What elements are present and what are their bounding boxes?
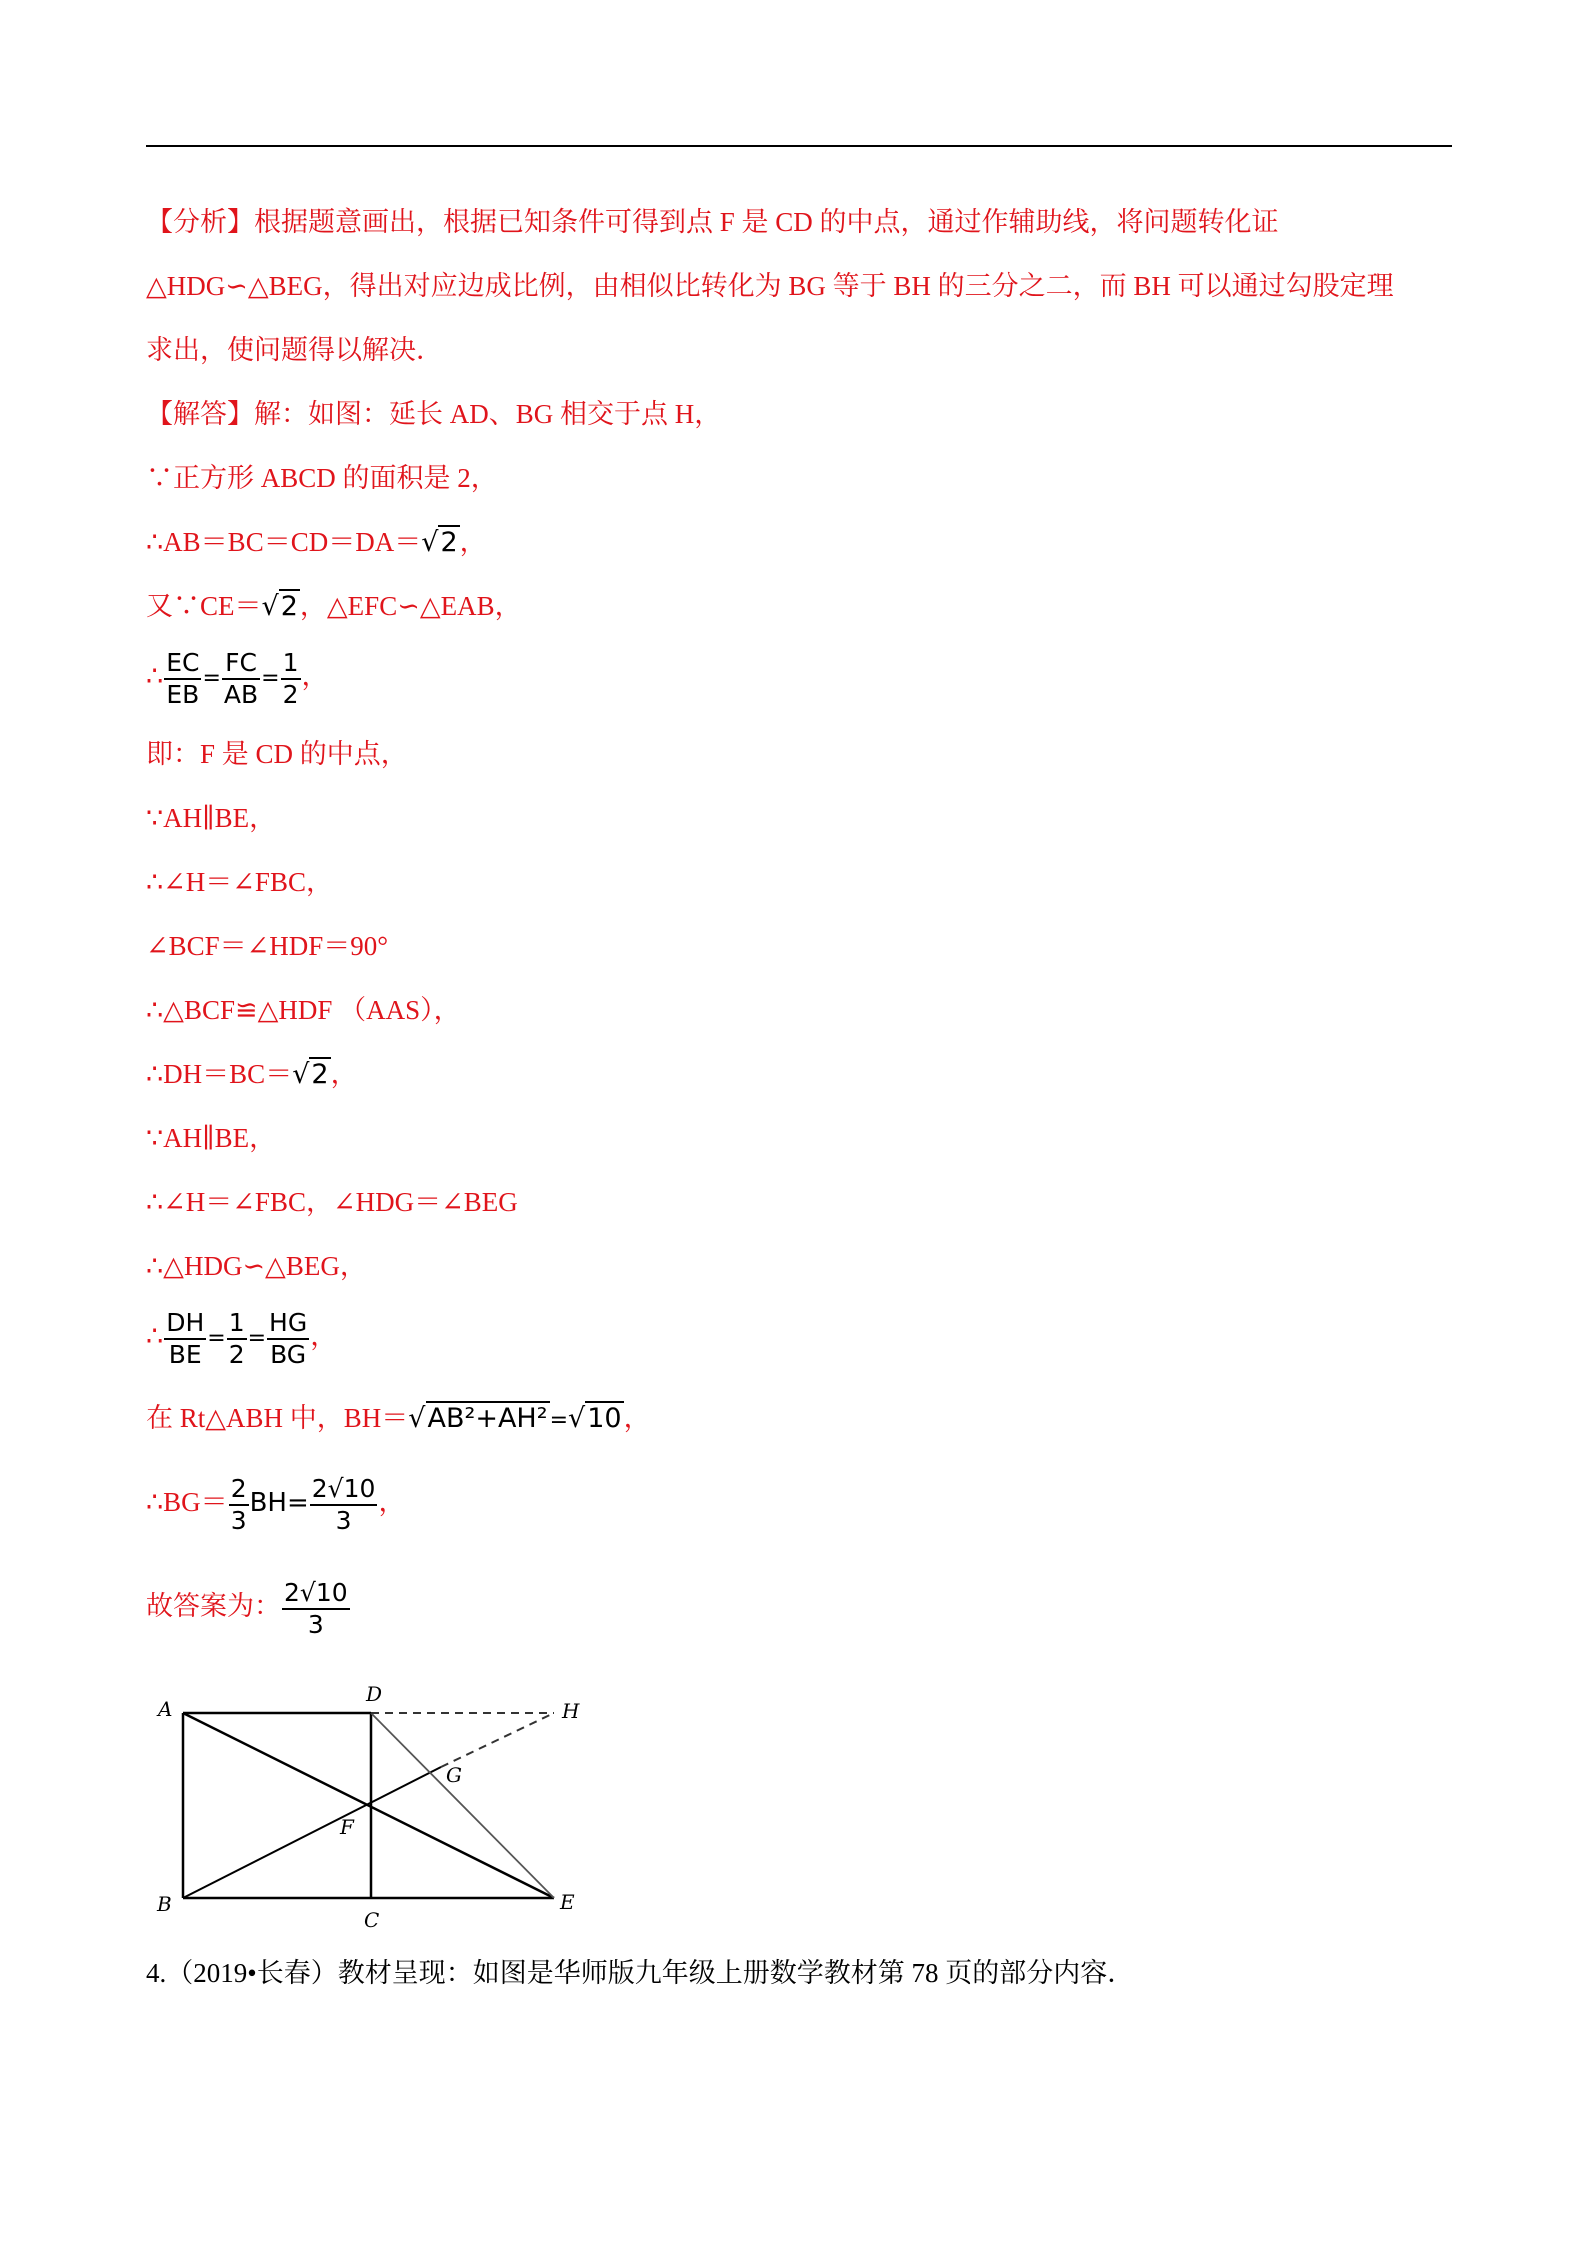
answer-fraction xyxy=(282,1578,350,1640)
denominator: BG xyxy=(270,1340,307,1369)
step-10-suffix: ， xyxy=(330,1059,358,1089)
label-a: A xyxy=(158,1697,173,1721)
analysis-line-2: △HDG∽△BEG，得出对应边成比例，由相似比转化为 BG 等于 BH 的三分之二，而 BH 可以通过勾股定理 xyxy=(146,271,1394,301)
step-15-suffix: ， xyxy=(623,1403,651,1433)
solution-step-4 xyxy=(146,648,329,710)
label-h: H xyxy=(562,1699,580,1723)
analysis-text-1: 根据题意画出，根据已知条件可得到点 F 是 CD 的中点，通过作辅助线，将问题转化证 xyxy=(254,207,1279,237)
fraction-1-2 xyxy=(281,648,301,710)
radicand: 2 xyxy=(440,527,458,558)
step-2-suffix: ， xyxy=(459,527,487,557)
numerator: EC xyxy=(164,648,201,680)
radicand: AB²+AH² xyxy=(427,1403,548,1434)
denominator: AB xyxy=(223,680,259,709)
fraction-2sqrt10-3 xyxy=(310,1474,378,1536)
therefore-symbol: ∴ xyxy=(146,1321,164,1352)
equals-sign: = xyxy=(261,666,280,692)
solution-step-2 xyxy=(146,524,487,561)
radicand: 2 xyxy=(280,591,298,622)
analysis-line-1 xyxy=(146,204,1279,240)
therefore-symbol: ∴ xyxy=(146,661,164,692)
solution-step-5: 即：F 是 CD 的中点， xyxy=(146,739,408,769)
numerator: FC xyxy=(222,648,260,680)
step-16-text: ∴BG＝ xyxy=(146,1487,228,1518)
sqrt-10: √10 xyxy=(568,1403,622,1434)
radicand: 2 xyxy=(311,1059,329,1090)
solution-intro xyxy=(146,396,721,432)
solution-step-3 xyxy=(146,588,522,625)
solution-step-10 xyxy=(146,1056,358,1093)
step-16-suffix: ， xyxy=(378,1487,406,1518)
segment-bg xyxy=(183,1767,441,1898)
solution-step-15 xyxy=(146,1400,651,1439)
equals-sign: = xyxy=(207,1326,226,1352)
label-c: C xyxy=(364,1908,380,1930)
numerator: 2√10 xyxy=(282,1578,350,1610)
label-d: D xyxy=(366,1682,383,1706)
bh-equals: BH= xyxy=(249,1488,309,1519)
numerator: 1 xyxy=(281,648,301,680)
solution-step-12: ∴∠H＝∠FBC，∠HDG＝∠BEG xyxy=(146,1187,518,1217)
header-rule xyxy=(146,145,1452,147)
denominator: BE xyxy=(168,1340,202,1369)
fraction-2-3 xyxy=(229,1474,249,1536)
solution-step-8: ∠BCF＝∠HDF＝90° xyxy=(146,931,389,961)
sqrt-2: √2 xyxy=(261,591,298,622)
fraction-dh-be xyxy=(164,1308,206,1370)
equals-sign: = xyxy=(247,1326,267,1352)
step-4-suffix: ， xyxy=(301,661,329,692)
solution-step-16 xyxy=(146,1474,405,1536)
solution-step-14 xyxy=(146,1308,337,1370)
solution-tag: 【解答】 xyxy=(146,399,254,429)
denominator: 2 xyxy=(228,1340,245,1369)
solution-step-1: ∵正方形 ABCD 的面积是 2， xyxy=(146,463,498,493)
solution-step-7: ∴∠H＝∠FBC， xyxy=(146,867,333,897)
label-b: B xyxy=(157,1892,172,1916)
denominator: EB xyxy=(166,680,200,709)
analysis-line-3: 求出，使问题得以解决． xyxy=(146,335,443,365)
numerator: 2 xyxy=(229,1474,249,1506)
numerator: HG xyxy=(267,1308,309,1340)
equals-sign: = xyxy=(549,1408,568,1433)
analysis-tag: 【分析】 xyxy=(146,207,254,237)
fraction-1-2 xyxy=(227,1308,247,1370)
equals-sign: = xyxy=(202,666,221,692)
solution-step-11: ∵AH∥BE， xyxy=(146,1123,277,1153)
segment-gh-dashed xyxy=(441,1713,554,1767)
label-e: E xyxy=(560,1890,575,1914)
fraction-ec-eb xyxy=(164,648,201,710)
step-3-suffix: ，△EFC∽△EAB， xyxy=(299,591,522,621)
radicand: 10 xyxy=(587,1403,622,1434)
denominator: 3 xyxy=(307,1610,324,1639)
geometry-figure xyxy=(146,1680,606,1930)
denominator: 3 xyxy=(335,1506,352,1535)
step-3-text: 又∵CE＝ xyxy=(146,591,262,621)
denominator: 3 xyxy=(230,1506,247,1535)
sqrt-2: √2 xyxy=(421,527,458,558)
question-4: 4.（2019•长春）教材呈现：如图是华师版九年级上册数学教材第 78 页的部分内容． xyxy=(146,1958,1135,1988)
answer-label: 故答案为： xyxy=(146,1591,281,1622)
segment-de xyxy=(371,1713,554,1898)
sqrt-ab2-ah2: √AB²+AH² xyxy=(408,1403,548,1434)
fraction-hg-bg xyxy=(267,1308,309,1370)
solution-step-6: ∵AH∥BE， xyxy=(146,803,277,833)
solution-step-13: ∴△HDG∽△BEG， xyxy=(146,1251,367,1281)
step-14-suffix: ， xyxy=(310,1321,338,1352)
step-2-text: ∴AB＝BC＝CD＝DA＝ xyxy=(146,527,422,557)
sqrt-2: √2 xyxy=(292,1059,329,1090)
step-15-text: 在 Rt△ABH 中，BH＝ xyxy=(146,1403,409,1433)
solution-intro-text: 解：如图：延长 AD、BG 相交于点 H， xyxy=(254,399,722,429)
numerator: DH xyxy=(164,1308,206,1340)
fraction-fc-ab xyxy=(222,648,260,710)
step-10-text: ∴DH＝BC＝ xyxy=(146,1059,293,1089)
numerator: 2√10 xyxy=(310,1474,378,1506)
label-g: G xyxy=(446,1763,462,1787)
numerator: 1 xyxy=(227,1308,247,1340)
denominator: 2 xyxy=(282,680,299,709)
solution-answer xyxy=(146,1578,351,1640)
solution-step-9: ∴△BCF≌△HDF （AAS）， xyxy=(146,995,461,1025)
label-f: F xyxy=(340,1815,354,1839)
